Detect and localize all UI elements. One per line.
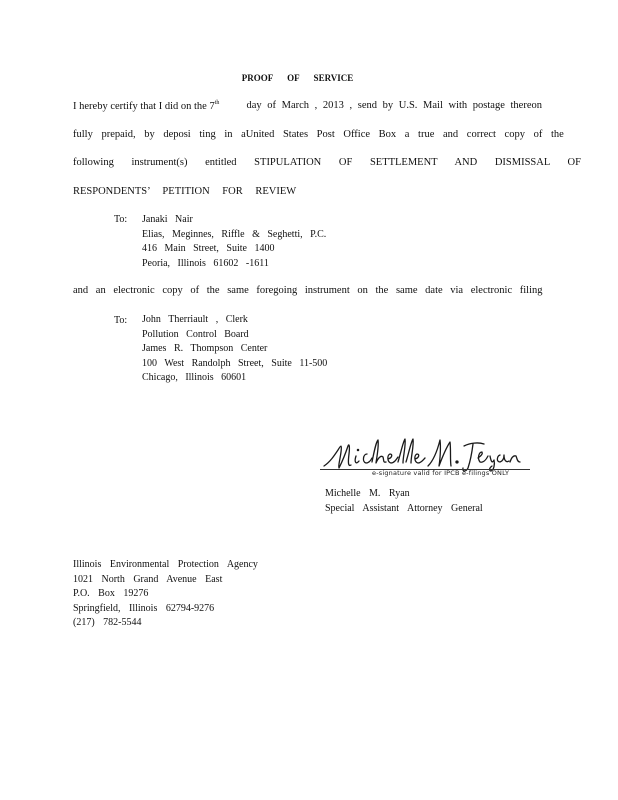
e-signature-note: e-signature valid for IPCB e-filings ONLY [372,469,510,477]
agency-line: Springfield, Illinois 62794-9276 [73,602,215,614]
recipient-2-line: Pollution Control Board [142,328,249,340]
agency-address [73,558,258,631]
ordinal-suffix: th [214,100,220,106]
recipient-1-line: Janaki Nair [142,214,193,225]
recipient-2-line: 100 West Randolph Street, Suite 11-500 [142,357,328,369]
agency-line: (217) 782-5544 [73,617,142,628]
body-line-3: following instrument(s) entitled STIPULATION OF SETTLEMENT AND DISMISSAL OF [73,157,581,168]
recipient-1-line: 416 Main Street, Suite 1400 [142,243,275,254]
electronic-filing-line: and an electronic copy of the same foregoing instrument on the same date via electronic filing [73,285,543,296]
agency-line: 1021 North Grand Avenue East [73,573,223,585]
agency-line: Illinois Environmental Protection Agency [73,559,258,570]
agency-line: P.O. Box 19276 [73,588,149,599]
recipient-2-line: James R. Thompson Center [142,343,268,354]
recipient-1-line: Elias, Meginnes, Riffle & Seghetti, P.C. [142,228,327,240]
signer-name: Michelle M. Ryan [325,488,410,499]
signer-title: Special Assistant Attorney General [325,502,483,514]
to-label-2: To: [114,315,128,326]
body-line-1 [73,100,542,112]
recipient-2-line: John Therriault , Clerk [142,314,248,325]
signer-block [325,487,483,516]
to-label-1: To: [114,214,128,225]
body-line-1-start: I hereby certify that I did on the 7th [73,100,220,112]
recipient-1-address [142,213,326,271]
handwritten-signature [320,432,535,472]
body-line-2: fully prepaid, by deposi ting in aUnited States Post Office Box a true and correct copy of the [73,129,564,140]
signature-block [320,432,535,480]
recipient-2-address [142,313,327,386]
recipient-2-line: Chicago, Illinois 60601 [142,372,247,383]
page-title: PROOF OF SERVICE [241,73,354,83]
body-line-1-end: day of March , 2013 , send by U.S. Mail with postage thereon [246,100,542,111]
recipient-1-line: Peoria, Illinois 61602 -1611 [142,257,269,269]
body-line-4: RESPONDENTS’ PETITION FOR REVIEW [73,186,297,197]
